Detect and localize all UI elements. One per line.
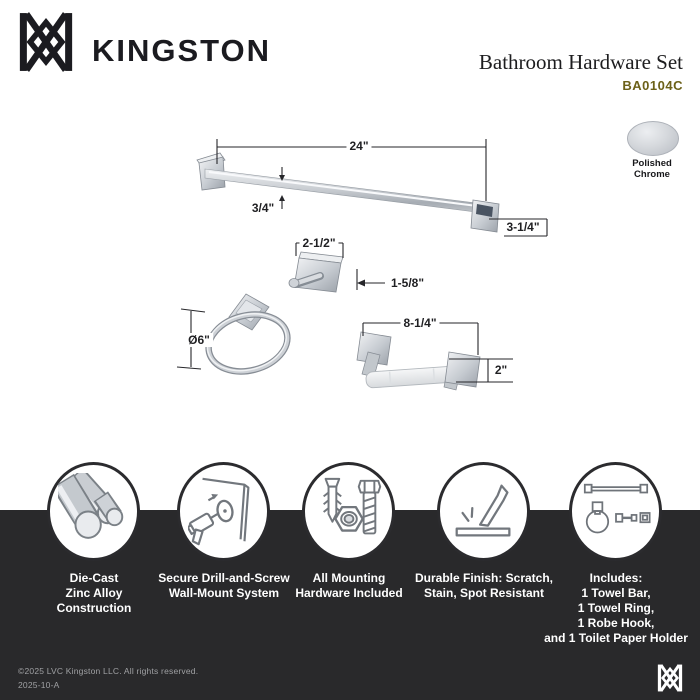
feature-circle-zinc bbox=[47, 462, 140, 561]
feature-circle-mount bbox=[177, 462, 270, 561]
mounting-hardware-icon bbox=[313, 473, 385, 551]
zinc-rods-icon bbox=[58, 473, 130, 551]
doc-code: 2025-10-A bbox=[18, 680, 60, 690]
brand-wordmark: KINGSTON bbox=[92, 33, 272, 68]
robe-hook-drawing bbox=[289, 252, 343, 292]
towel-bar-drawing bbox=[197, 153, 499, 232]
durable-finish-icon bbox=[448, 473, 520, 551]
dim-towel-bar-length: 24" bbox=[346, 139, 371, 153]
dim-robe-hook-depth: 1-5/8" bbox=[388, 276, 427, 290]
feature-label-hardware: All Mounting Hardware Included bbox=[295, 571, 403, 600]
dim-towel-bar-thickness: 3/4" bbox=[249, 201, 277, 215]
dim-towel-bar-post-height: 3-1/4" bbox=[503, 220, 542, 234]
includes-set-icon bbox=[580, 473, 652, 551]
dim-towel-ring-diameter: Ø6" bbox=[185, 333, 213, 347]
feature-circle-hardware bbox=[302, 462, 395, 561]
copyright-text: ©2025 LVC Kingston LLC. All rights reserved. bbox=[18, 666, 199, 676]
towel-ring-drawing bbox=[201, 294, 293, 380]
dim-robe-hook-width: 2-1/2" bbox=[299, 236, 338, 250]
product-code: BA0104C bbox=[622, 78, 683, 93]
drill-icon bbox=[188, 473, 260, 551]
product-title: Bathroom Hardware Set bbox=[478, 50, 683, 74]
toilet-paper-holder-drawing bbox=[357, 332, 480, 390]
feature-label-finish: Durable Finish: Scratch, Stain, Spot Resistant bbox=[414, 571, 554, 600]
dim-paper-holder-width: 8-1/4" bbox=[400, 316, 439, 330]
feature-circle-finish bbox=[437, 462, 530, 561]
finish-label: Polished Chrome bbox=[632, 158, 672, 180]
footer-logo-icon bbox=[657, 662, 683, 694]
dim-paper-holder-height: 2" bbox=[492, 363, 510, 377]
feature-circle-includes bbox=[569, 462, 662, 561]
feature-label-mount: Secure Drill-and-Screw Wall-Mount System bbox=[158, 571, 290, 600]
feature-label-includes: Includes: 1 Towel Bar, 1 Towel Ring, 1 Robe Hook, and 1 Toilet Paper Holder bbox=[544, 571, 688, 645]
feature-label-zinc: Die-Cast Zinc Alloy Construction bbox=[56, 571, 132, 615]
